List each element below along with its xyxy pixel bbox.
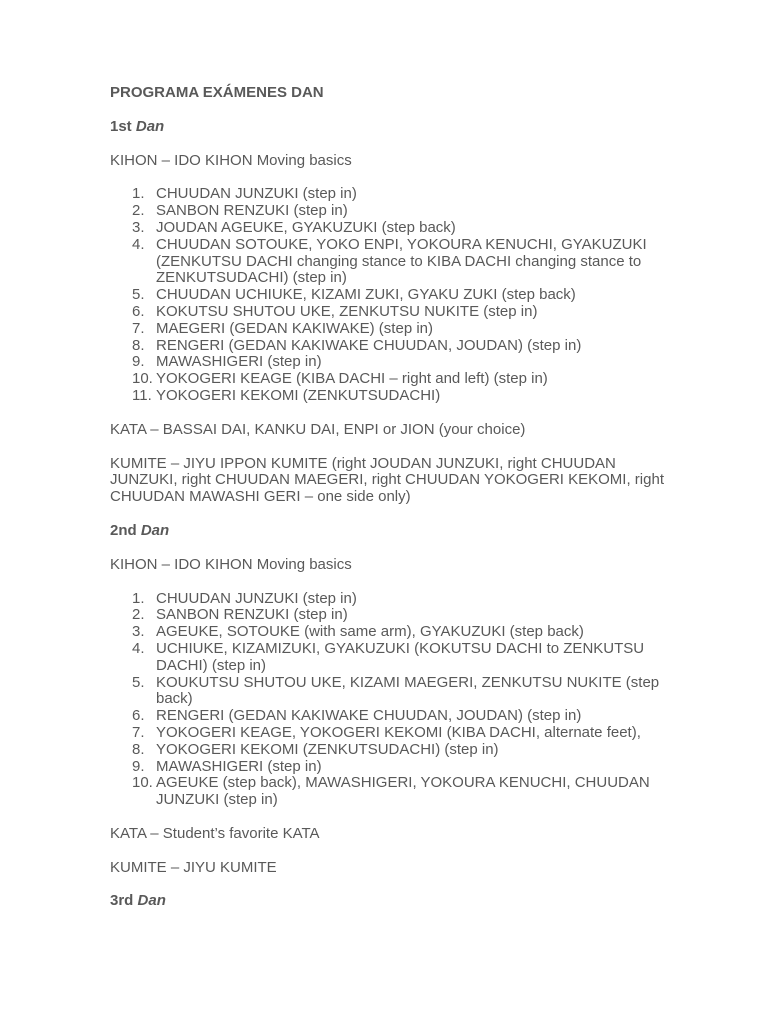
list-item-text: AGEUKE, SOTOUKE (with same arm), GYAKUZUKI (step back) — [156, 623, 584, 641]
list-item-text: AGEUKE (step back), MAWASHIGERI, YOKOURA KENUCHI, CHUUDAN JUNZUKI (step in) — [156, 774, 650, 809]
list-number: 8. — [132, 336, 145, 354]
list-number: 1. — [132, 589, 145, 607]
list-item — [110, 775, 670, 809]
list-item-text: YOKOGERI KEKOMI (ZENKUTSUDACHI) (step in) — [156, 740, 499, 758]
list-number: 9. — [132, 757, 145, 775]
list-number: 6. — [132, 302, 145, 320]
list-item-text: SANBON RENZUKI (step in) — [156, 202, 348, 220]
list-item — [110, 759, 670, 776]
list-item — [110, 708, 670, 725]
list-item-text: JOUDAN AGEUKE, GYAKUZUKI (step back) — [156, 218, 456, 236]
list-item-text: CHUUDAN JUNZUKI (step in) — [156, 589, 357, 607]
list-item — [110, 237, 670, 287]
list-item — [110, 203, 670, 220]
list-item — [110, 220, 670, 237]
list-item-text: MAWASHIGERI (step in) — [156, 353, 322, 371]
list-number: 10. — [132, 774, 153, 792]
list-item — [110, 371, 670, 388]
list-item-text: MAWASHIGERI (step in) — [156, 757, 322, 775]
list-number: 5. — [132, 673, 145, 691]
list-item — [110, 641, 670, 675]
list-item-text: KOUKUTSU SHUTOU UKE, KIZAMI MAEGERI, ZENKUTSU NUKITE (step back) — [156, 673, 660, 708]
list-item — [110, 624, 670, 641]
list-item — [110, 388, 670, 405]
list-number: 2. — [132, 606, 145, 624]
heading-dan-word: Dan — [140, 521, 170, 539]
list-number: 4. — [132, 639, 145, 657]
list-number: 8. — [132, 740, 145, 758]
list-number: 11. — [132, 386, 152, 404]
heading-rank: 1st — [110, 117, 132, 135]
list-item-text: YOKOGERI KEAGE, YOKOGERI KEKOMI (KIBA DACHI, alternate feet), — [156, 723, 641, 741]
kata-line: KATA – Student’s favorite KATA — [110, 824, 320, 842]
list-item — [110, 607, 670, 624]
document-body — [110, 85, 670, 910]
list-number: 6. — [132, 707, 145, 725]
list-item-text: MAEGERI (GEDAN KAKIWAKE) (step in) — [156, 319, 433, 337]
section-heading-1st-dan — [110, 119, 670, 136]
list-number: 1. — [132, 185, 145, 203]
list-number: 4. — [132, 235, 145, 253]
page-title: PROGRAMA EXÁMENES DAN — [110, 84, 324, 101]
heading-rank: 2nd — [110, 521, 137, 539]
list-number: 2. — [132, 202, 145, 220]
kumite-line: KUMITE – JIYU KUMITE — [110, 858, 277, 876]
list-item-text: YOKOGERI KEKOMI (ZENKUTSUDACHI) — [156, 386, 441, 404]
list-item — [110, 591, 670, 608]
list-item — [110, 742, 670, 759]
list-item-text: CHUUDAN JUNZUKI (step in) — [156, 185, 357, 203]
list-item — [110, 354, 670, 371]
list-item-text: CHUUDAN UCHIUKE, KIZAMI ZUKI, GYAKU ZUKI (step back) — [156, 286, 576, 304]
kata-line: KATA – BASSAI DAI, KANKU DAI, ENPI or JION (your choice) — [110, 420, 526, 438]
kumite-line: KUMITE – JIYU IPPON KUMITE (right JOUDAN JUNZUKI, right CHUUDAN JUNZUKI, right CHUUDAN MAEGERI, right CHUUDAN YOKOGERI KEKOMI, right CHUUDAN MAWASHI GERI – one side only) — [110, 454, 664, 506]
list-item-text: RENGERI (GEDAN KAKIWAKE CHUUDAN, JOUDAN) (step in) — [156, 336, 582, 354]
kihon-list-1st-dan — [110, 186, 670, 404]
list-item — [110, 675, 670, 709]
list-number: 7. — [132, 319, 145, 337]
list-item-text: KOKUTSU SHUTOU UKE, ZENKUTSU NUKITE (step in) — [156, 302, 538, 320]
list-item-text: YOKOGERI KEAGE (KIBA DACHI – right and left) (step in) — [156, 370, 548, 388]
kihon-list-2nd-dan — [110, 591, 670, 809]
section-heading-3rd-dan — [110, 893, 670, 910]
list-item — [110, 287, 670, 304]
kihon-label: KIHON – IDO KIHON Moving basics — [110, 151, 352, 169]
list-item-text: CHUUDAN SOTOUKE, YOKO ENPI, YOKOURA KENUCHI, GYAKUZUKI (ZENKUTSU DACHI changing stance to KIBA DACHI changing stance to ZENKUTSUDACHI) (step in) — [156, 235, 647, 287]
heading-rank: 3rd — [110, 892, 134, 910]
list-number: 3. — [132, 623, 145, 641]
list-item-text: UCHIUKE, KIZAMIZUKI, GYAKUZUKI (KOKUTSU DACHI to ZENKUTSU DACHI) (step in) — [156, 639, 645, 674]
list-number: 7. — [132, 723, 145, 741]
kihon-label: KIHON – IDO KIHON Moving basics — [110, 555, 352, 573]
list-item — [110, 725, 670, 742]
list-item-text: RENGERI (GEDAN KAKIWAKE CHUUDAN, JOUDAN) (step in) — [156, 707, 582, 725]
list-item — [110, 186, 670, 203]
list-number: 3. — [132, 218, 145, 236]
list-item — [110, 338, 670, 355]
list-item — [110, 304, 670, 321]
list-number: 9. — [132, 353, 145, 371]
list-item-text: SANBON RENZUKI (step in) — [156, 606, 348, 624]
list-number: 10. — [132, 370, 153, 388]
heading-dan-word: Dan — [135, 117, 165, 135]
list-number: 5. — [132, 286, 145, 304]
section-heading-2nd-dan — [110, 523, 670, 540]
heading-dan-word: Dan — [137, 892, 166, 910]
list-item — [110, 321, 670, 338]
